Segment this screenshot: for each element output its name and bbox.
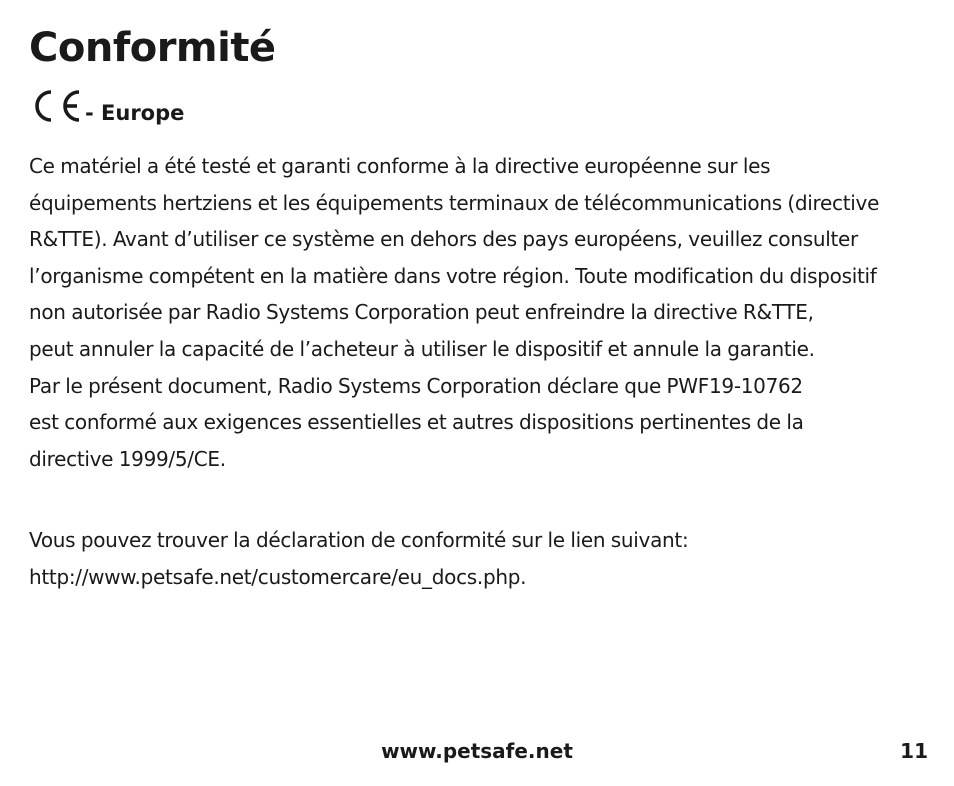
paragraph-line: équipements hertziens et les équipements terminaux de télécommunications (directive	[29, 190, 880, 215]
paragraph-line: Par le présent document, Radio Systems Corporation déclare que PWF19-10762	[29, 373, 803, 398]
paragraph-line: est conformé aux exigences essentielles et autres dispositions pertinentes de la	[29, 410, 804, 435]
paragraph-line: non autorisée par Radio Systems Corporation peut enfreindre la directive R&TTE,	[29, 300, 814, 325]
page-title: Conformité	[29, 25, 276, 71]
paragraph-line: Ce matériel a été testé et garanti conforme à la directive européenne sur les	[29, 154, 771, 178]
page-number: 11	[900, 739, 928, 763]
footer-website: www.petsafe.net	[381, 739, 573, 763]
paragraph-line: Vous pouvez trouver la déclaration de conformité sur le lien suivant:	[29, 528, 689, 553]
ce-mark-icon	[29, 86, 85, 126]
compliance-text	[29, 148, 929, 596]
paragraph-spacer	[29, 477, 929, 522]
declaration-link[interactable]: http://www.petsafe.net/customercare/eu_docs.php.	[29, 564, 527, 589]
paragraph-line: peut annuler la capacité de l’acheteur à utiliser le dispositif et annule la garantie.	[29, 336, 815, 361]
ce-heading	[29, 86, 184, 126]
paragraph-line: l’organisme compétent en la matière dans votre région. Toute modification du dispositif	[29, 263, 877, 288]
paragraph-line: directive 1999/5/CE.	[29, 446, 226, 471]
region-label: - Europe	[85, 101, 185, 125]
paragraph-line: R&TTE). Avant d’utiliser ce système en dehors des pays européens, veuillez consulter	[29, 227, 858, 252]
